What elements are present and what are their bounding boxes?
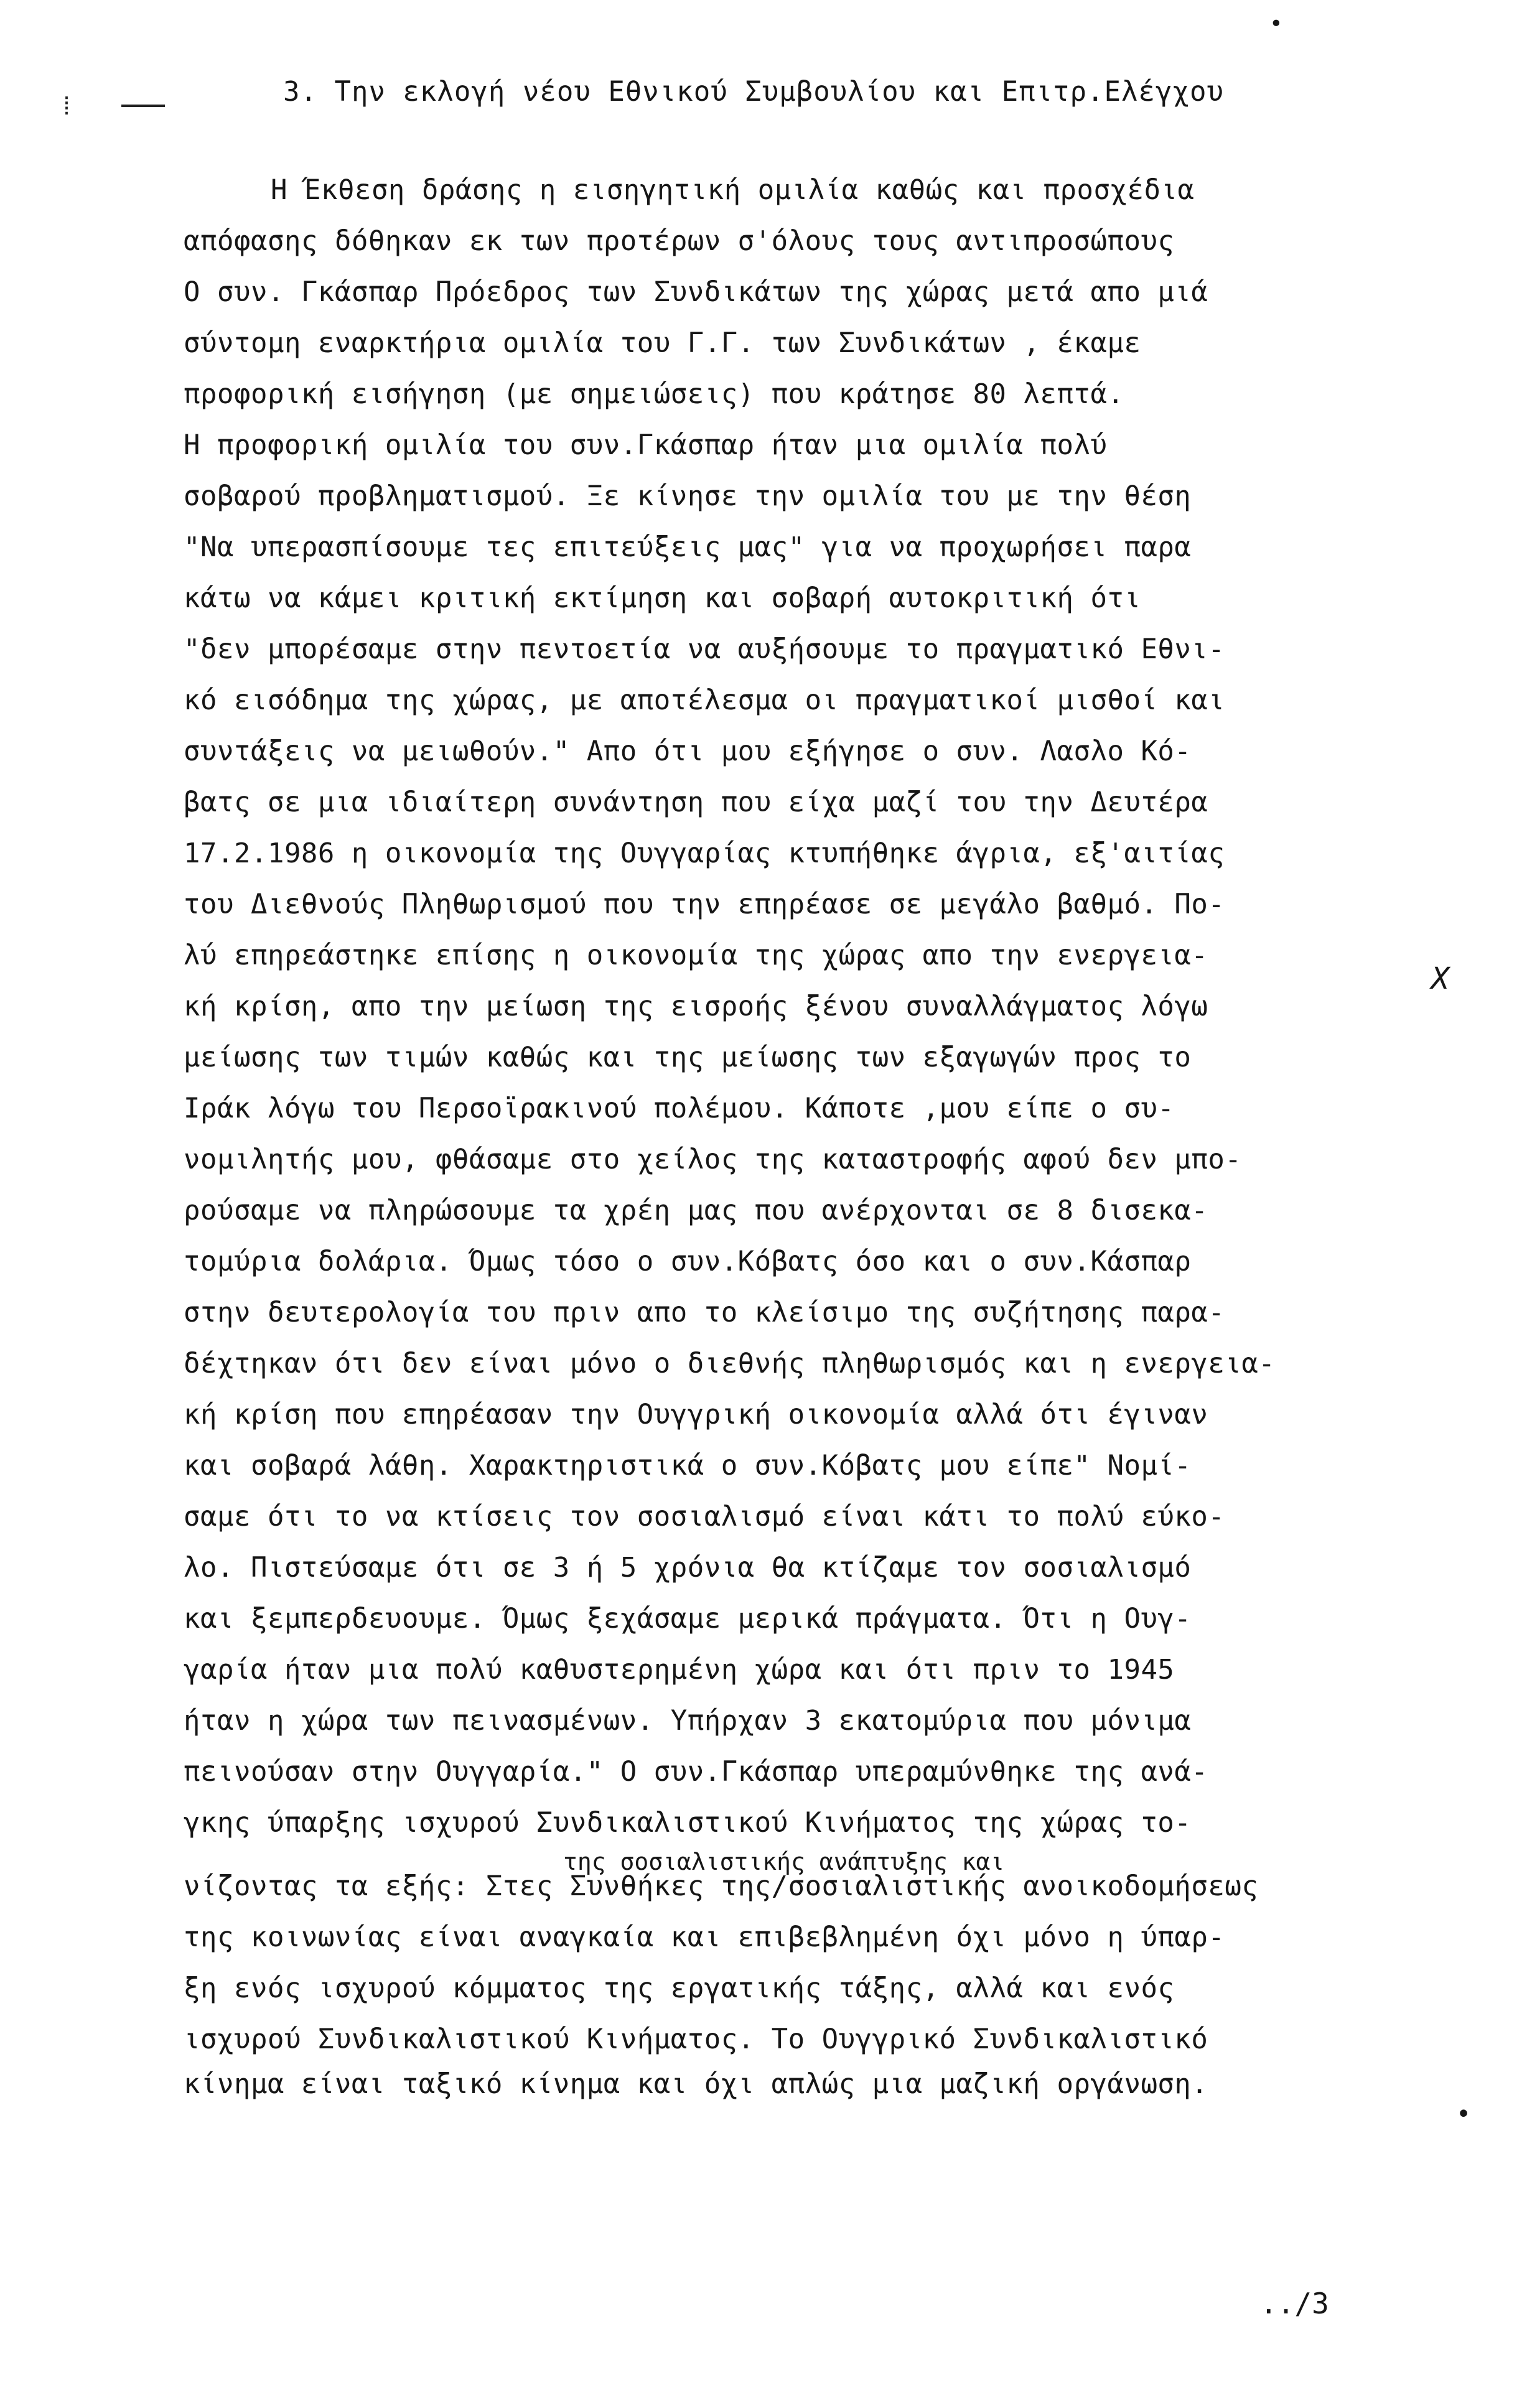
- body-line: γκης ύπαρξης ισχυρού Συνδικαλιστικού Κινήματος της χώρας το-: [184, 1807, 1192, 1839]
- body-line: λο. Πιστεύσαμε ότι σε 3 ή 5 χρόνια θα κτίζαμε τον σοσιαλισμό: [184, 1552, 1192, 1584]
- body-line: κή κρίση, απο την μείωση της εισροής ξένου συναλλάγματος λόγω: [184, 991, 1208, 1022]
- body-line: κάτω να κάμει κριτική εκτίμηση και σοβαρή αυτοκριτική ότι: [184, 582, 1141, 614]
- body-line: Η προφορική ομιλία του συν.Γκάσπαρ ήταν μια ομιλία πολύ: [184, 429, 1108, 461]
- body-line: νίζοντας τα εξής: Στες Συνθήκες της/σοσιαλιστικής ανοικοδομήσεως: [184, 1870, 1259, 1902]
- interlinear-insertion: της σοσιαλιστικής ανάπτυξης και: [563, 1848, 1005, 1875]
- body-line: ήταν η χώρα των πεινασμένων. Υπήρχαν 3 εκατομύρια που μόνιμα: [184, 1705, 1192, 1737]
- body-line: και ξεμπερδευουμε. Όμως ξεχάσαμε μερικά πράγματα. Ότι η Ουγ-: [184, 1603, 1192, 1635]
- body-line: προφορική εισήγηση (με σημειώσεις) που κράτησε 80 λεπτά.: [184, 378, 1124, 410]
- body-line: γαρία ήταν μια πολύ καθυστερημένη χώρα και ότι πριν το 1945: [184, 1654, 1175, 1686]
- body-line: κή κρίση που επηρέασαν την Ουγγρική οικονομία αλλά ότι έγιναν: [184, 1399, 1208, 1430]
- body-line: ξη ενός ισχυρού κόμματος της εργατικής τάξης, αλλά και ενός: [184, 1972, 1175, 2004]
- body-line: λύ επηρεάστηκε επίσης η οικονομία της χώρας απο την ενεργεια-: [184, 940, 1208, 971]
- body-line: Ο συν. Γκάσπαρ Πρόεδρος των Συνδικάτων της χώρας μετά απο μιά: [184, 276, 1208, 308]
- page-continuation-marker: ../3: [1260, 2287, 1329, 2320]
- body-line: 17.2.1986 η οικονομία της Ουγγαρίας κτυπήθηκε άγρια, εξ'αιτίας: [184, 838, 1225, 869]
- body-line: κίνημα είναι ταξικό κίνημα και όχι απλώς μια μαζική οργάνωση.: [184, 2068, 1208, 2100]
- body-line: τομύρια δολάρια. Όμως τόσο ο συν.Κόβατς όσο και ο συν.Κάσπαρ: [184, 1246, 1192, 1277]
- body-line: "Να υπερασπίσουμε τες επιτεύξεις μας" για να προχωρήσει παρα: [184, 531, 1192, 563]
- body-line: βατς σε μια ιδιαίτερη συνάντηση που είχα μαζί του την Δευτέρα: [184, 786, 1208, 818]
- body-line: πεινούσαν στην Ουγγαρία." Ο συν.Γκάσπαρ υπεραμύνθηκε της ανά-: [184, 1756, 1208, 1788]
- body-line: νομιλητής μου, φθάσαμε στο χείλος της καταστροφής αφού δεν μπο-: [184, 1144, 1242, 1175]
- body-line: απόφασης δόθηκαν εκ των προτέρων σ'όλους τους αντιπροσώπους: [184, 225, 1175, 257]
- body-line: κό εισόδημα της χώρας, με αποτέλεσμα οι πραγματικοί μισθοί και: [184, 684, 1225, 716]
- corner-mark: •: [1269, 11, 1283, 37]
- body-line: συντάξεις να μειωθούν." Απο ότι μου εξήγησε ο συν. Λασλο Κό-: [184, 735, 1192, 767]
- body-line: του Διεθνούς Πληθωρισμού που την επηρέασε σε μεγάλο βαθμό. Πο-: [184, 889, 1225, 920]
- body-line: Ιράκ λόγω του Περσοϊρακινού πολέμου. Κάποτε ,μου είπε ο συ-: [184, 1093, 1175, 1124]
- body-line: δέχτηκαν ότι δεν είναι μόνο ο διεθνής πληθωρισμός και η ενεργεια-: [184, 1348, 1276, 1379]
- margin-annotation: Χ: [1431, 961, 1449, 996]
- left-margin-dash: [121, 105, 165, 107]
- body-line: σοβαρού προβληματισμού. Ξε κίνησε την ομιλία του με την θέση: [184, 480, 1192, 512]
- right-margin-dot: •: [1456, 2100, 1472, 2129]
- body-line: μείωσης των τιμών καθώς και της μείωσης των εξαγωγών προς το: [184, 1042, 1192, 1073]
- body-line: και σοβαρά λάθη. Χαρακτηριστικά ο συν.Κόβατς μου είπε" Νομί-: [184, 1450, 1192, 1482]
- body-line: σύντομη εναρκτήρια ομιλία του Γ.Γ. των Συνδικάτων , έκαμε: [184, 327, 1141, 359]
- body-line: ισχυρού Συνδικαλιστικού Κινήματος. Το Ουγγρικό Συνδικαλιστικό: [184, 2023, 1208, 2055]
- body-line: "δεν μπορέσαμε στην πεντοετία να αυξήσουμε το πραγματικό Εθνι-: [184, 633, 1225, 665]
- body-line: σαμε ότι το να κτίσεις τον σοσιαλισμό είναι κάτι το πολύ εύκο-: [184, 1501, 1225, 1533]
- body-line: ρούσαμε να πληρώσουμε τα χρέη μας που ανέρχονται σε 8 δισεκα-: [184, 1195, 1208, 1226]
- body-line: Η Έκθεση δράσης η εισηγητική ομιλία καθώς και προσχέδια: [271, 174, 1195, 206]
- body-line: στην δευτερολογία του πριν απο το κλείσιμο της συζήτησης παρα-: [184, 1297, 1225, 1328]
- body-line: της κοινωνίας είναι αναγκαία και επιβεβλημένη όχι μόνο η ύπαρ-: [184, 1921, 1225, 1953]
- section-heading: 3. Την εκλογή νέου Εθνικού Συμβουλίου και Επιτρ.Ελέγχου: [283, 76, 1224, 108]
- left-margin-mark: ⁞: [59, 92, 75, 121]
